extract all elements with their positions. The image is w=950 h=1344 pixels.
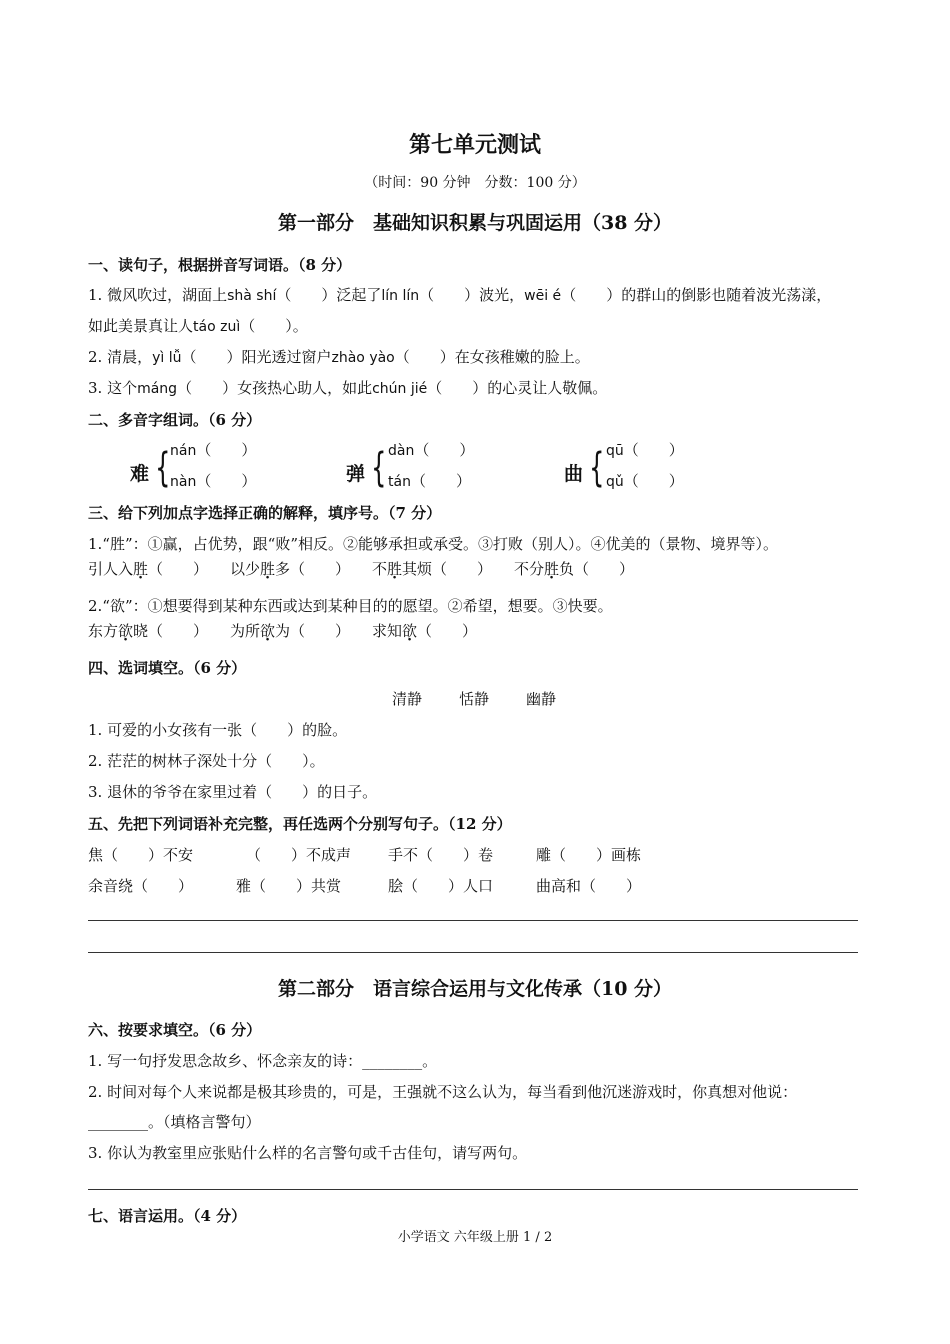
- q3-definition-2: 2.“欲”：①想要得到某种东西或达到某种目的的愿望。②希望，想要。③快要。: [88, 597, 613, 615]
- exam-info: （时间：90 分钟 分数：100 分）: [364, 175, 586, 191]
- q1-line4: 3. 这个máng（ ）女孩热心助人，如此chún jié（ ）的心灵让人敬佩。: [88, 379, 608, 397]
- page-title: 第七单元测试: [408, 132, 541, 158]
- part2-title: 第二部分 语言综合运用与文化传承（10 分）: [277, 978, 673, 1000]
- q4-heading: 四、选词填空。（6 分）: [88, 659, 247, 677]
- reading-a: dàn（ ）: [388, 441, 475, 459]
- q3-heading: 三、给下列加点字选择正确的解释，填序号。（7 分）: [88, 504, 442, 522]
- answer-line: [88, 1189, 858, 1190]
- q1-line2: 如此美景真让人táo zuì（ ）。: [88, 317, 308, 335]
- q1-line3: 2. 清晨，yì lǚ（ ）阳光透过窗户zhào yào（ ）在女孩稚嫩的脸上。: [88, 348, 590, 366]
- brace-icon: {: [155, 445, 171, 491]
- reading-b: tán（ ）: [388, 472, 471, 490]
- q6-heading: 六、按要求填空。（6 分）: [88, 1021, 262, 1039]
- q5-row2: 余音绕（ ） 雅（ ）共赏 脍（ ）人口 曲高和（ ）: [88, 877, 642, 895]
- q3-items-2: 东方欲晓（ ） 为所欲为（ ） 求知欲（ ）: [88, 622, 478, 640]
- brace-icon: {: [371, 445, 387, 491]
- q6-line3: ________。（填格言警句）: [88, 1113, 261, 1131]
- page-footer: 小学语文 六年级上册 1 / 2: [397, 1230, 553, 1245]
- q4-line1: 1. 可爱的小女孩有一张（ ）的脸。: [88, 721, 348, 739]
- q4-line2: 2. 茫茫的树林子深处十分（ ）。: [88, 752, 325, 770]
- part1-title: 第一部分 基础知识积累与巩固运用（38 分）: [277, 212, 673, 234]
- q6-line2: 2. 时间对每个人来说都是极其珍贵的，可是，王强就不这么认为，每当看到他沉迷游戏时，你真想对他说：: [88, 1083, 798, 1101]
- q6-line1: 1. 写一句抒发思念故乡、怀念亲友的诗：________。: [88, 1052, 438, 1070]
- reading-a: nán（ ）: [170, 441, 257, 459]
- reading-b: nàn（ ）: [170, 472, 257, 490]
- polyphone-char: 弹: [346, 463, 366, 485]
- q1-heading: 一、读句子，根据拼音写词语。（8 分）: [88, 256, 352, 274]
- word-bank: 清静 恬静 幽静: [392, 690, 557, 708]
- answer-line: [88, 920, 858, 921]
- q3-definition-1: 1.“胜”：①赢，占优势，跟“败”相反。②能够承担或承受。③打败（别人）。④优美的（景物、境界等）。: [88, 535, 778, 553]
- q6-line4: 3. 你认为教室里应张贴什么样的名言警句或千古佳句，请写两句。: [88, 1144, 528, 1162]
- q3-items-1: 引人入胜（ ） 以少胜多（ ） 不胜其烦（ ） 不分胜负（ ）: [88, 560, 635, 578]
- q1-line1: 1. 微风吹过，湖面上shà shí（ ）泛起了lín lín（ ）波光，wēi é（ ）的群山的倒影也随着波光荡漾，: [88, 286, 832, 304]
- q5-row1: 焦（ ）不安 （ ）不成声 手不（ ）卷 雕（ ）画栋: [88, 846, 642, 864]
- polyphone-char: 曲: [564, 463, 584, 485]
- q5-heading: 五、先把下列词语补充完整，再任选两个分别写句子。（12 分）: [88, 815, 512, 833]
- answer-line: [88, 952, 858, 953]
- polyphone-char: 难: [130, 463, 150, 485]
- reading-b: qǔ（ ）: [606, 472, 684, 490]
- q2-heading: 二、多音字组词。（6 分）: [88, 411, 262, 429]
- brace-icon: {: [589, 445, 605, 491]
- q7-heading: 七、语言运用。（4 分）: [88, 1207, 247, 1225]
- reading-a: qū（ ）: [606, 441, 684, 459]
- q4-line3: 3. 退休的爷爷在家里过着（ ）的日子。: [88, 783, 378, 801]
